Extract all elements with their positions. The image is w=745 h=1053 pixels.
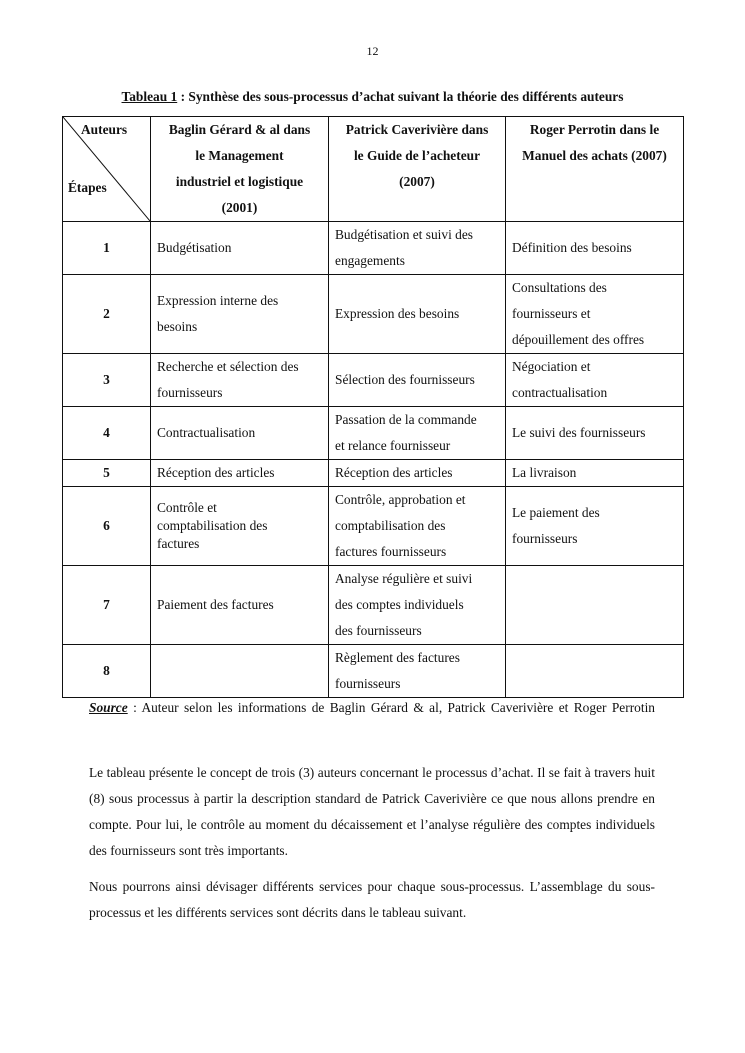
step-cell: 5 xyxy=(63,460,151,487)
caveriviere-cell: Expression des besoins xyxy=(329,275,506,354)
paragraph-2: Nous pourrons ainsi dévisager différents services pour chaque sous-processus. L’assemblage du sous-processus et les différents services sont décrits dans le tableau suivant. xyxy=(89,879,655,920)
baglin-cell: Expression interne des besoins xyxy=(151,275,329,354)
table-row xyxy=(63,222,684,275)
corner-header xyxy=(63,117,151,222)
perrotin-cell xyxy=(506,566,684,645)
table-row xyxy=(63,645,684,698)
baglin-cell: Contrôle et comptabilisation des factures xyxy=(151,487,329,566)
source-text: : Auteur selon les informations de Baglin Gérard & al, Patrick Caverivière et Roger Perrotin xyxy=(127,700,655,715)
table-caption xyxy=(0,89,745,105)
caveriviere-cell: Passation de la commande et relance fournisseur xyxy=(329,407,506,460)
table-row xyxy=(63,275,684,354)
synthesis-table xyxy=(62,116,684,698)
caveriviere-cell: Sélection des fournisseurs xyxy=(329,354,506,407)
baglin-cell: Recherche et sélection des fournisseurs xyxy=(151,354,329,407)
header-caveriviere: Patrick Caverivière dans le Guide de l’acheteur (2007) xyxy=(329,117,506,222)
baglin-cell: Réception des articles xyxy=(151,460,329,487)
caveriviere-cell: Réception des articles xyxy=(329,460,506,487)
paragraph-1: Le tableau présente le concept de trois (3) auteurs concernant le processus d’achat. Il se fait à travers huit (8) sous processus à partir la description standard de Patrick Caverivière ce que nous allons prendre en compte. Pour lui, le contrôle au moment du décaissement et l’analyse régulière des comptes individuels des fournisseurs sont très importants. xyxy=(89,765,655,858)
caveriviere-cell: Budgétisation et suivi des engagements xyxy=(329,222,506,275)
caption-text: : Synthèse des sous-processus d’achat suivant la théorie des différents auteurs xyxy=(177,89,624,104)
page-number: 12 xyxy=(366,44,379,58)
source-note xyxy=(89,695,655,721)
step-cell: 1 xyxy=(63,222,151,275)
table-row xyxy=(63,460,684,487)
perrotin-cell: Définition des besoins xyxy=(506,222,684,275)
baglin-cell xyxy=(151,645,329,698)
table-row xyxy=(63,354,684,407)
table-row xyxy=(63,566,684,645)
step-cell: 8 xyxy=(63,645,151,698)
table-row xyxy=(63,407,684,460)
baglin-cell: Paiement des factures xyxy=(151,566,329,645)
perrotin-cell: Négociation et contractualisation xyxy=(506,354,684,407)
perrotin-cell: Consultations des fournisseurs et dépouillement des offres xyxy=(506,275,684,354)
caveriviere-cell: Analyse régulière et suivi des comptes individuels des fournisseurs xyxy=(329,566,506,645)
step-cell: 7 xyxy=(63,566,151,645)
step-cell: 2 xyxy=(63,275,151,354)
step-cell: 6 xyxy=(63,487,151,566)
step-cell: 4 xyxy=(63,407,151,460)
header-baglin: Baglin Gérard & al dans le Management industriel et logistique (2001) xyxy=(151,117,329,222)
perrotin-cell: La livraison xyxy=(506,460,684,487)
caption-label: Tableau 1 xyxy=(121,89,178,104)
corner-authors: Auteurs xyxy=(81,122,128,137)
perrotin-cell: Le suivi des fournisseurs xyxy=(506,407,684,460)
step-cell: 3 xyxy=(63,354,151,407)
perrotin-cell xyxy=(506,645,684,698)
baglin-cell: Budgétisation xyxy=(151,222,329,275)
source-label: Source xyxy=(89,700,128,715)
table-row xyxy=(63,487,684,566)
caveriviere-cell: Contrôle, approbation et comptabilisation des factures fournisseurs xyxy=(329,487,506,566)
baglin-cell: Contractualisation xyxy=(151,407,329,460)
perrotin-cell: Le paiement des fournisseurs xyxy=(506,487,684,566)
caveriviere-cell: Règlement des factures fournisseurs xyxy=(329,645,506,698)
header-perrotin: Roger Perrotin dans le Manuel des achats (2007) xyxy=(506,117,684,222)
corner-steps: Étapes xyxy=(68,180,107,195)
